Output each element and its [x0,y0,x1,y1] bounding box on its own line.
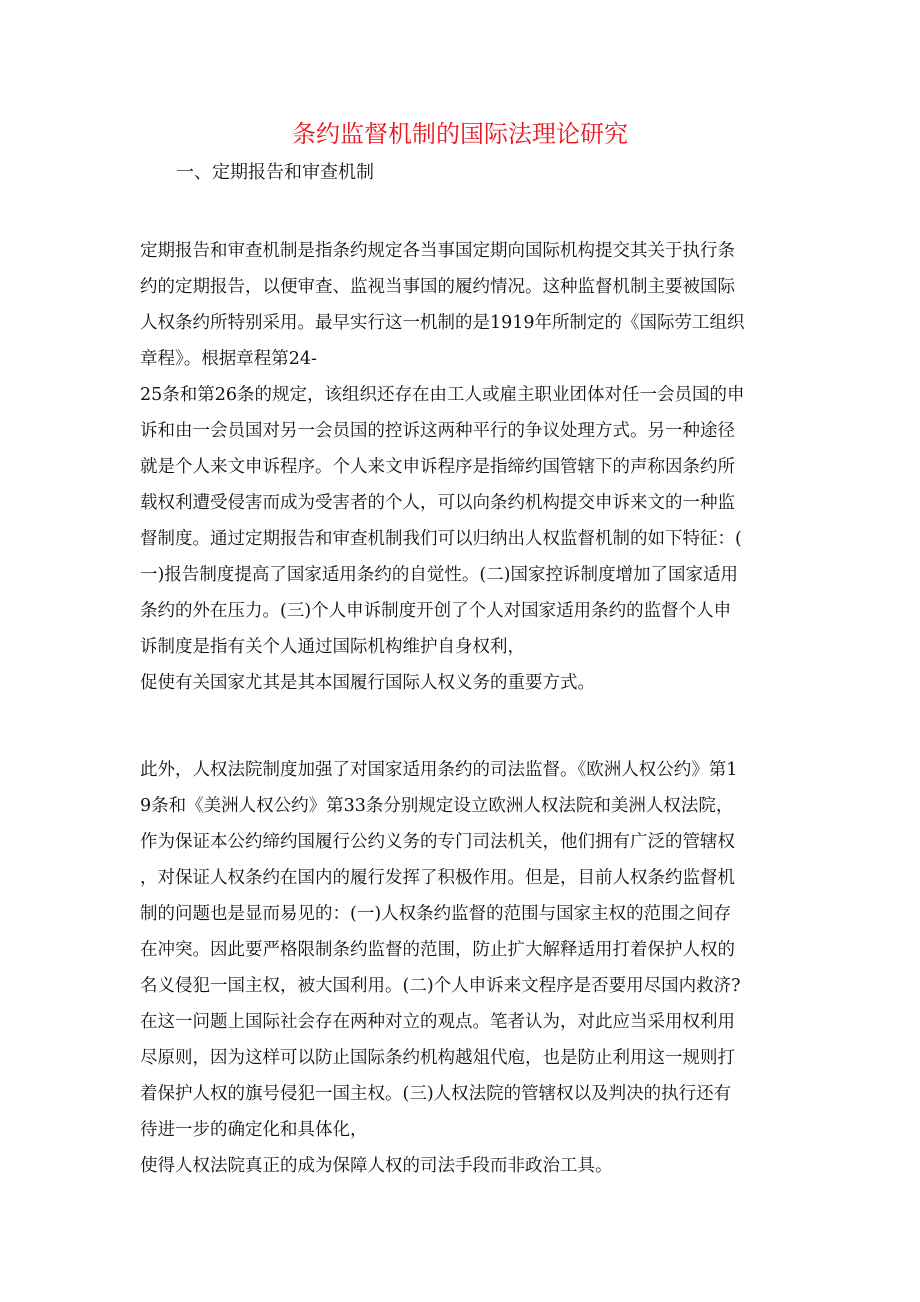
section-heading: 一、定期报告和审查机制 [176,162,374,183]
paragraph-line: 载权利遭受侵害而成为受害者的个人，可以向条约机构提交申诉来文的一种监 [140,493,735,513]
body-paragraph-2 [140,752,800,1184]
paragraph-line: 就是个人来文申诉程序。个人来文申诉程序是指缔约国管辖下的声称因条约所 [140,457,735,477]
paragraph-line: 25条和第26条的规定，该组织还存在由工人或雇主职业团体对任一会员国的申 [140,385,745,405]
paragraph-line: 一)报告制度提高了国家适用条约的自觉性。(二)国家控诉制度增加了国家适用 [140,565,738,585]
paragraph-line: 章程》。根据章程第24- [140,349,317,369]
document-title: 条约监督机制的国际法理论研究 [292,120,628,148]
paragraph-line: 促使有关国家尤其是其本国履行国际人权义务的重要方式。 [140,673,595,693]
paragraph-line: 9条和《美洲人权公约》第33条分别规定设立欧洲人权法院和美洲人权法院， [140,796,734,816]
paragraph-line: 待进一步的确定化和具体化， [140,1120,368,1140]
paragraph-line: 制的问题也是显而易见的：(一)人权条约监督的范围与国家主权的范围之间存 [140,904,732,924]
paragraph-line: 此外，人权法院制度加强了对国家适用条约的司法监督。《欧洲人权公约》第1 [140,760,738,780]
paragraph-line: 约的定期报告，以便审查、监视当事国的履约情况。这种监督机制主要被国际 [140,277,735,297]
paragraph-line: ，对保证人权条约在国内的履行发挥了积极作用。但是，目前人权条约监督机 [140,868,735,888]
paragraph-line: 定期报告和审查机制是指条约规定各当事国定期向国际机构提交其关于执行条 [140,241,735,261]
paragraph-line: 尽原则，因为这样可以防止国际条约机构越俎代庖，也是防止利用这一规则打 [140,1048,735,1068]
paragraph-line: 使得人权法院真正的成为保障人权的司法手段而非政治工具。 [140,1156,613,1176]
body-paragraph-1 [140,233,800,701]
paragraph-line: 作为保证本公约缔约国履行公约义务的专门司法机关，他们拥有广泛的管辖权 [140,832,735,852]
paragraph-line: 在这一问题上国际社会存在两种对立的观点。笔者认为，对此应当采用权利用 [140,1012,735,1032]
paragraph-line: 诉和由一会员国对另一会员国的控诉这两种平行的争议处理方式。另一种途径 [140,421,735,441]
paragraph-line: 督制度。通过定期报告和审查机制我们可以归纳出人权监督机制的如下特征：( [140,529,742,549]
paragraph-line: 在冲突。因此要严格限制条约监督的范围，防止扩大解释适用打着保护人权的 [140,940,735,960]
paragraph-line: 着保护人权的旗号侵犯一国主权。(三)人权法院的管辖权以及判决的执行还有 [140,1084,732,1104]
paragraph-line: 条约的外在压力。(三)个人申诉制度开创了个人对国家适用条约的监督个人申 [140,601,732,621]
paragraph-line: 人权条约所特别采用。最早实行这一机制的是1919年所制定的《国际劳工组织 [140,313,745,333]
paragraph-line: 名义侵犯一国主权，被大国利用。(二)个人申诉来文程序是否要用尽国内救济? [140,976,741,996]
paragraph-line: 诉制度是指有关个人通过国际机构维护自身权利， [140,637,525,657]
